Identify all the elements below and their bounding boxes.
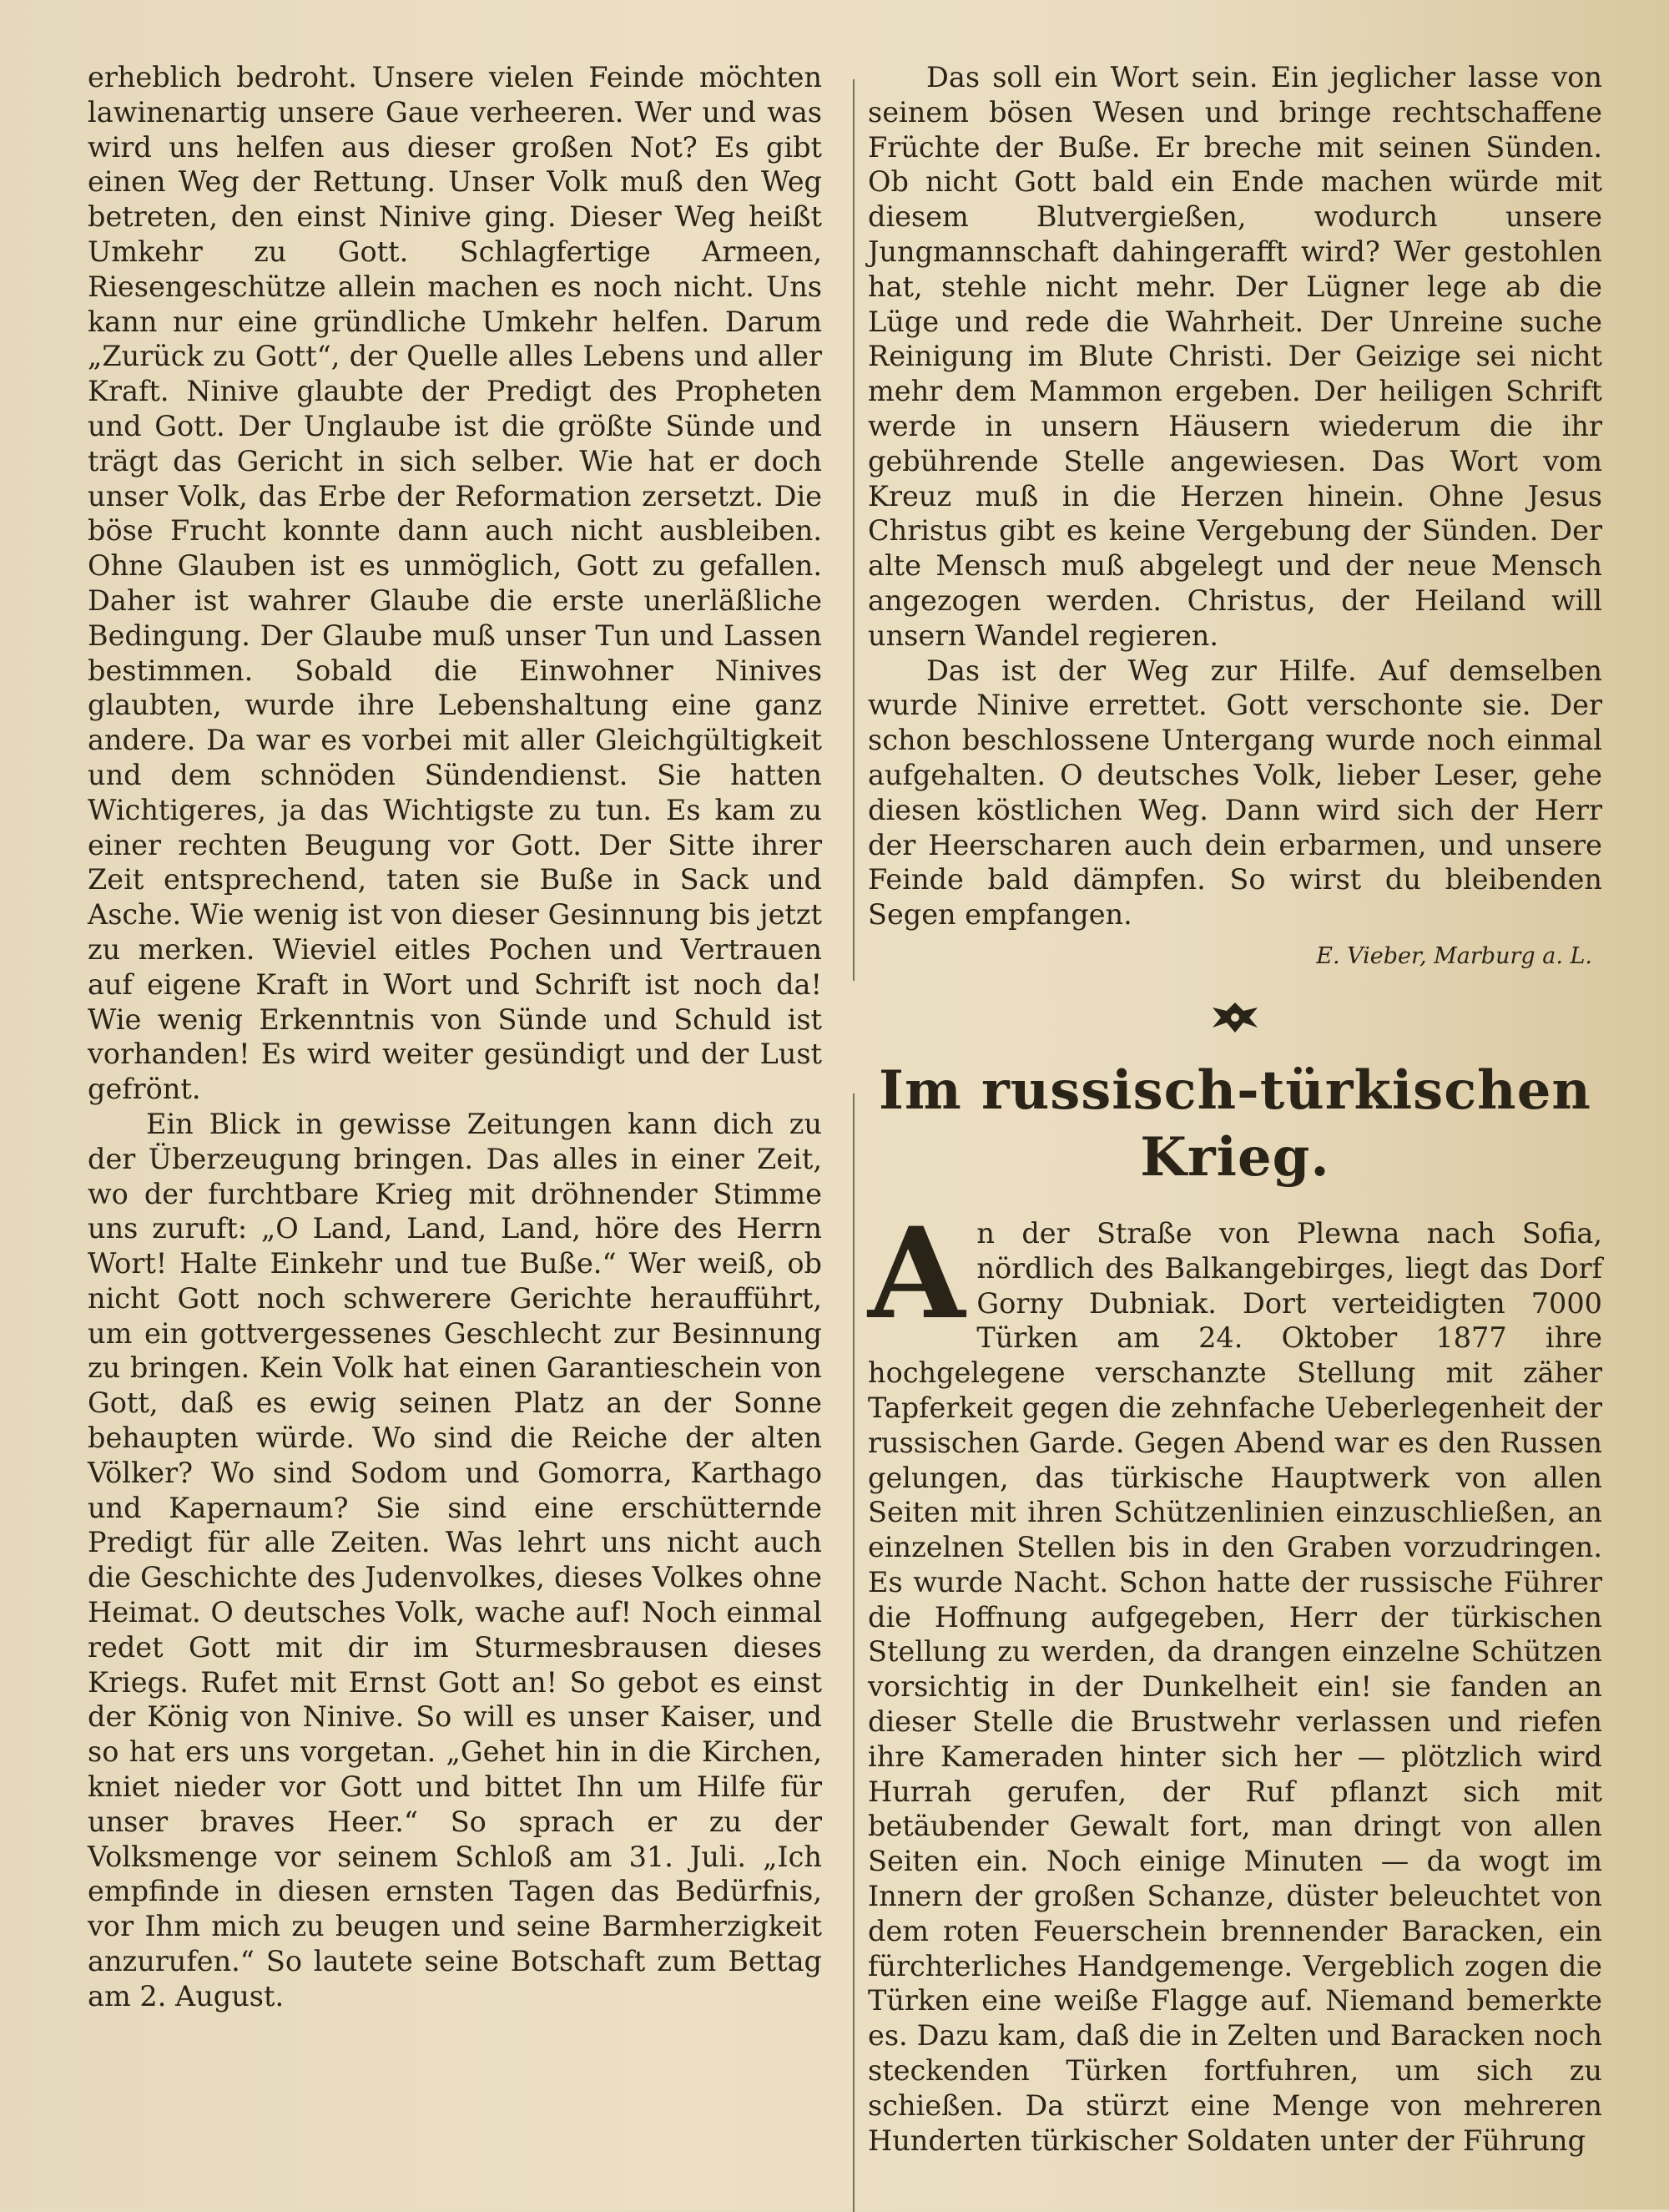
author-signature: E. Vieber, Marburg a. L.: [1316, 942, 1592, 969]
column-divider-lower: [853, 1093, 855, 2212]
ornament-divider: [868, 997, 1602, 1039]
drop-cap: A: [868, 1199, 966, 1347]
article-body: [868, 1199, 1602, 2159]
fleuron-icon: [1206, 997, 1264, 1036]
left-paragraph-2: Ein Blick in gewisse Zeitungen kann dich zu der Überzeugung bringen. Das alles in einer Zeit, wo der furchtbare Krieg mit dröhnender Stimme uns zuruft: „O Land, Land, Land, höre des Herrn Wort! Halte Einkehr und tue Buße.“ Wer weiß, ob nicht Gott noch schwerere Gerichte heraufführt, um ein gottvergessenes Geschlecht zur Besinnung zu bringen. Kein Volk hat einen Garantieschein von Gott, daß es ewig seinen Platz an der Sonne behaupten würde. Wo sind die Reiche der alten Völker? Wo sind Sodom und Gomorra, Karthago und Kapernaum? Sie sind eine erschütternde Predigt für alle Zeiten. Was lehrt uns nicht auch die Geschichte des Judenvolkes, dieses Volkes ohne Heimat. O deutsches Volk, wache auf! Noch einmal redet Gott mit dir im Sturmesbrausen dieses Kriegs. Rufet mit Ernst Gott an! So gebot es einst der König von Ninive. So will es unser Kaiser, und so hat ers uns vorgetan. „Gehet hin in die Kirchen, kniet nieder vor Gott und bittet Ihn um Hilfe für unser braves Heer.“ So sprach er zu der Volksmenge vor seinem Schloß am 31. Juli. „Ich empfinde in diesen ernsten Tagen das Bedürfnis, vor Ihm mich zu beugen und seine Barmherzigkeit anzurufen.“ So lautete seine Botschaft zum Bettag am 2. August.: [88, 1107, 822, 2013]
column-divider: [853, 79, 855, 981]
article-paragraph: n der Straße von Plewna nach Sofia, nördlich des Balkangebirges, liegt das Dorf Gorny Dubniak. Dort verteidigten 7000 Türken am 24. Oktober 1877 ihre hochgelegene verschanzte Stellung mit zäher Tapferkeit gegen die zehnfache Ueberlegenheit der russischen Garde. Gegen Abend war es den Russen gelungen, das türkische Hauptwerk von allen Seiten mit ihren Schützenlinien einzuschließen, an einzelnen Stellen bis in den Graben vorzudringen. Es wurde Nacht. Schon hatte der russische Führer die Hoffnung aufgegeben, Herr der türkischen Stellung zu werden, da drangen einzelne Schützen vorsichtig in der Dunkelheit ein! sie fanden an dieser Stelle die Brustwehr verlassen und riefen ihre Kameraden hinter sich her — plötzlich wird Hurrah gerufen, der Ruf pflanzt sich mit betäubender Gewalt fort, man dringt von allen Seiten ein. Noch einige Minuten — da wogt im Innern der großen Schanze, düster beleuchtet von dem roten Feuerschein brennender Baracken, ein fürchterliches Handgemenge. Vergeblich zogen die Türken eine weiße Flagge auf. Niemand bemerkte es. Dazu kam, daß die in Zelten und Baracken noch steckenden Türken fortfuhren, um sich zu schießen. Da stürzt eine Menge von mehreren Hunderten türkischer Soldaten unter der Führung: [868, 1216, 1602, 2157]
right-paragraph-1: Das soll ein Wort sein. Ein jeglicher lasse von seinem bösen Wesen und bringe rechtschaffene Früchte der Buße. Er breche mit seinen Sünden. Ob nicht Gott bald ein Ende machen würde mit diesem Blutvergießen, wodurch unsere Jungmannschaft dahingerafft wird? Wer gestohlen hat, stehle nicht mehr. Der Lügner lege ab die Lüge und rede die Wahrheit. Der Unreine suche Reinigung im Blute Christi. Der Geizige sei nicht mehr dem Mammon ergeben. Der heiligen Schrift werde in unsern Häusern wiederum die ihr gebührende Stelle angewiesen. Das Wort vom Kreuz muß in die Herzen hinein. Ohne Jesus Christus gibt es keine Vergebung der Sünden. Der alte Mensch muß abgelegt und der neue Mensch angezogen werden. Christus, der Heiland will unsern Wandel regieren.: [868, 61, 1602, 652]
right-paragraph-2: Das ist der Weg zur Hilfe. Auf demselben wurde Ninive errettet. Gott verschonte sie. Der schon beschlossene Untergang wurde noch einmal aufgehalten. O deutsches Volk, lieber Leser, gehe diesen köstlichen Weg. Dann wird sich der Herr der Heerscharen auch dein erbarmen, und unsere Feinde bald dämpfen. So wirst du bleibenden Segen empfangen.: [868, 654, 1602, 932]
left-column: [88, 60, 822, 2014]
right-column: [868, 60, 1602, 2158]
article-headline: Im russisch-türkischen Krieg.: [879, 1058, 1591, 1189]
left-paragraph-1: erheblich bedroht. Unsere vielen Feinde möchten lawinenartig unsere Gaue verheeren. Wer und was wird uns helfen aus dieser großen Not? Es gibt einen Weg der Rettung. Unser Volk muß den Weg betreten, den einst Ninive ging. Dieser Weg heißt Umkehr zu Gott. Schlagfertige Armeen, Riesengeschütze allein machen es noch nicht. Uns kann nur eine gründliche Umkehr helfen. Darum „Zurück zu Gott“, der Quelle alles Lebens und aller Kraft. Ninive glaubte der Predigt des Propheten und Gott. Der Unglaube ist die größte Sünde und trägt das Gericht in sich selber. Wie hat er doch unser Volk, das Erbe der Reformation zersetzt. Die böse Frucht konnte dann auch nicht ausbleiben. Ohne Glauben ist es unmöglich, Gott zu gefallen. Daher ist wahrer Glaube die erste unerläßliche Bedingung. Der Glaube muß unser Tun und Lassen bestimmen. Sobald die Einwohner Ninives glaubten, wurde ihre Lebenshaltung eine ganz andere. Da war es vorbei mit aller Gleichgültigkeit und dem schnöden Sündendienst. Sie hatten Wichtigeres, ja das Wichtigste zu tun. Es kam zu einer rechten Beugung vor Gott. Der Sitte ihrer Zeit entsprechend, taten sie Buße in Sack und Asche. Wie wenig ist von dieser Gesinnung bis jetzt zu merken. Wieviel eitles Pochen und Vertrauen auf eigene Kraft in Wort und Schrift ist noch da! Wie wenig Erkenntnis von Sünde und Schuld ist vorhanden! Es wird weiter gesündigt und der Lust gefrönt.: [88, 61, 822, 1106]
